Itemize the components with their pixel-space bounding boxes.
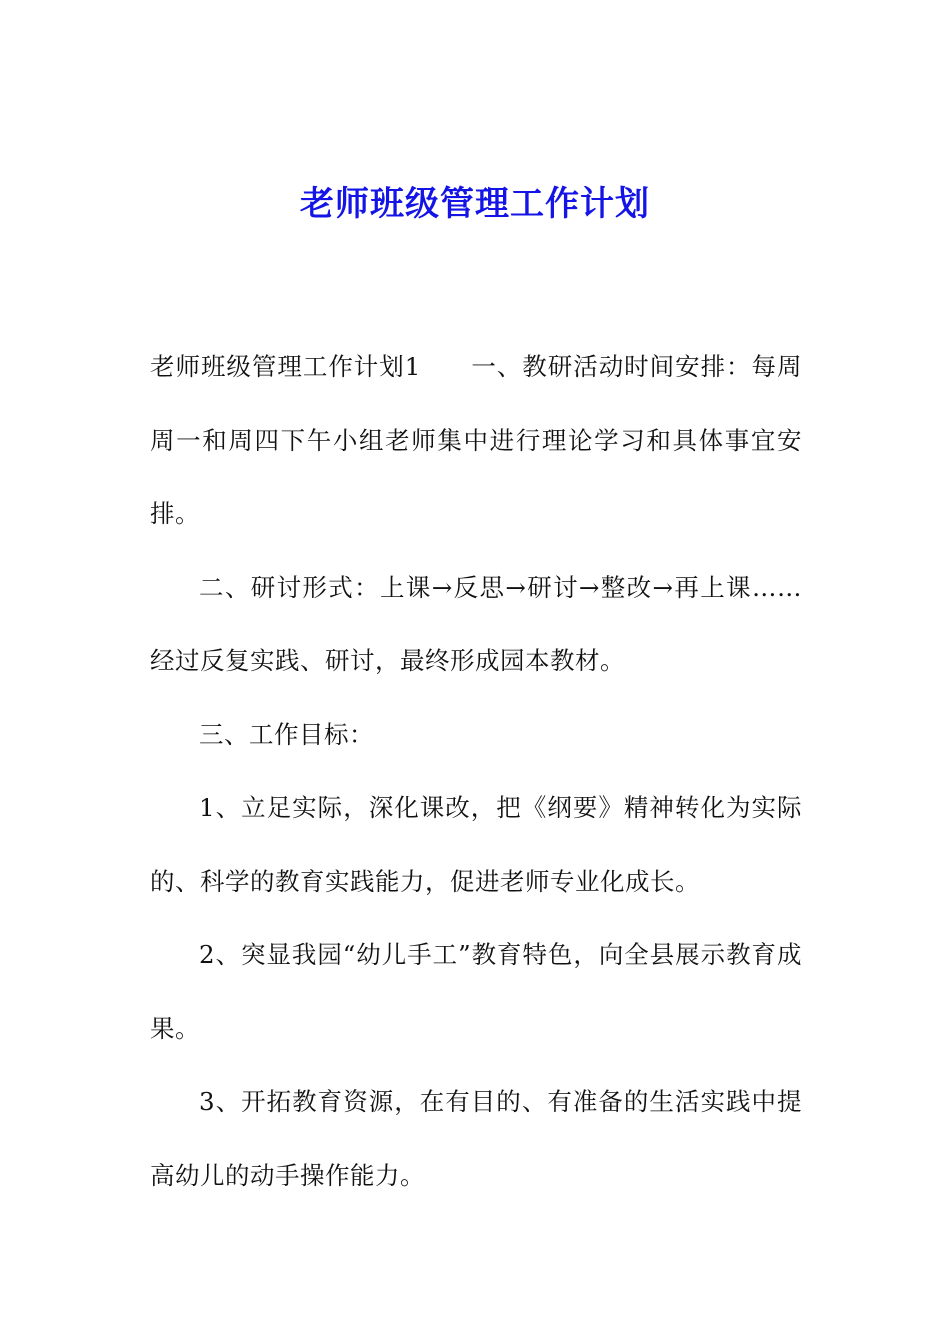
paragraph-goals-heading: 三、工作目标： [199, 719, 374, 749]
intro-paragraph [150, 330, 802, 551]
intro-text: 一、教研活动时间安排：每周周一和周四下午小组老师集中进行理论学习和具体事宜安排。 [150, 352, 803, 528]
paragraph-research-form: 二、研讨形式：上课→反思→研讨→整改→再上课……经过反复实践、研讨，最终形成园本教材。 [150, 572, 802, 675]
document-title: 老师班级管理工作计划 [300, 184, 650, 224]
paragraph-goal-1: 1、立足实际，深化课改，把《纲要》精神转化为实际的、科学的教育实践能力，促进老师专业化成长。 [150, 793, 802, 896]
paragraph-goal-3: 3、开拓教育资源，在有目的、有准备的生活实践中提高幼儿的动手操作能力。 [150, 1087, 802, 1190]
document-body [150, 330, 802, 1212]
paragraph-goal-2: 2、突显我园“幼儿手工”教育特色，向全县展示教育成果。 [150, 940, 802, 1043]
intro-heading: 老师班级管理工作计划1 [150, 352, 421, 381]
